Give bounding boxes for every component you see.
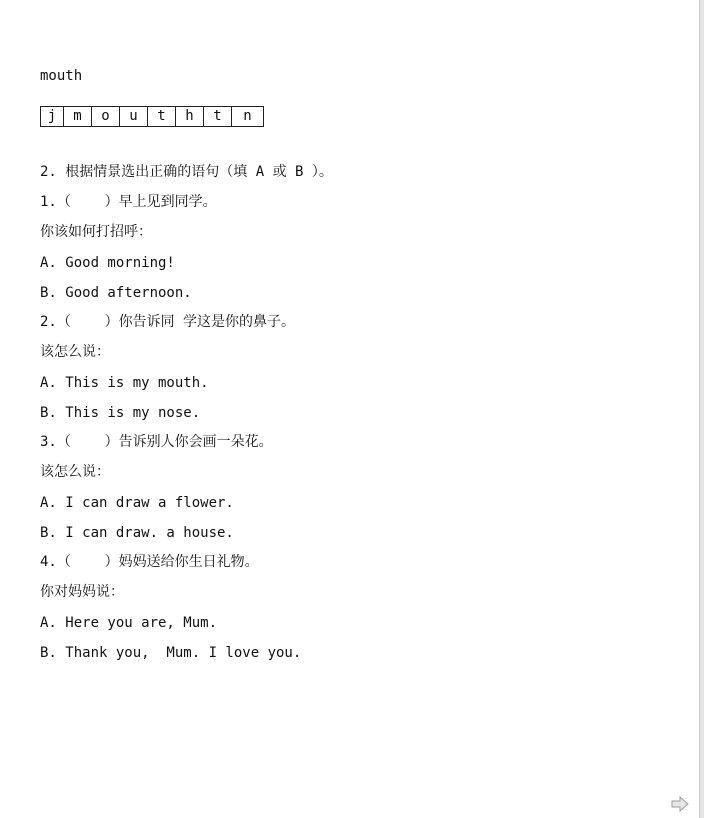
option-a: A. Good morning!	[40, 255, 175, 271]
letter-cell: o	[92, 107, 120, 126]
page-edge	[699, 0, 704, 818]
option-a: A. I can draw a flower.	[40, 495, 234, 511]
question-stem: 4.（ ）妈妈送给你生日礼物。	[40, 554, 259, 570]
target-word: mouth	[40, 68, 83, 84]
option-b: B. This is my nose.	[40, 405, 201, 421]
question-stem: 1.（ ）早上见到同学。	[40, 194, 217, 210]
option-a: A. This is my mouth.	[40, 375, 209, 391]
question-prompt: 该怎么说：	[40, 344, 110, 360]
option-a: A. Here you are, Mum.	[40, 615, 218, 631]
letter-cell: m	[64, 107, 92, 126]
question-prompt: 你对妈妈说：	[40, 584, 124, 600]
next-page-arrow-icon[interactable]	[670, 796, 690, 812]
option-b: B. I can draw. a house.	[40, 525, 234, 541]
question-prompt: 该怎么说：	[40, 464, 110, 480]
letter-cell: t	[204, 107, 232, 126]
question-prompt: 你该如何打招呼：	[40, 224, 152, 240]
question-stem: 3.（ ）告诉别人你会画一朵花。	[40, 434, 273, 450]
letter-grid	[40, 106, 264, 127]
option-b: B. Good afternoon.	[40, 285, 192, 301]
letter-cell: t	[148, 107, 176, 126]
letter-cell: u	[120, 107, 148, 126]
question-stem: 2.（ ）你告诉同 学这是你的鼻子。	[40, 314, 296, 330]
section-title: 2. 根据情景选出正确的语句（填 A 或 B ）。	[40, 164, 333, 180]
letter-cell: n	[243, 108, 252, 124]
option-b: B. Thank you, Mum. I love you.	[40, 645, 302, 661]
letter-cell: j	[41, 107, 64, 126]
letter-cell: h	[176, 107, 204, 126]
